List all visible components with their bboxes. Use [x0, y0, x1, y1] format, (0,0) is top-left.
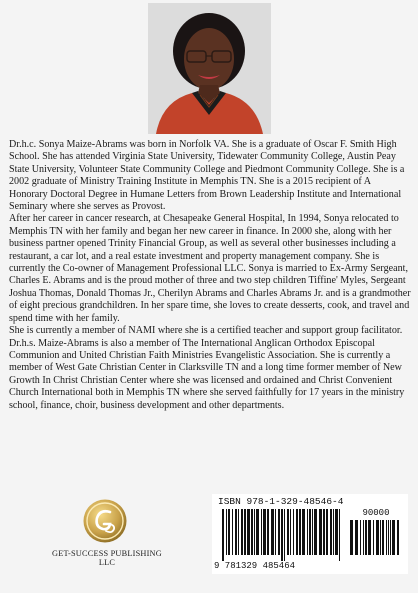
bio-paragraph: She is currently a member of NAMI where she is a certified teacher and support group facilitator. Dr.h.s. Maize-Abrams is also a member of The International Anglican Orthodox Episcopal Communion and United Christian Faith Ministries Evangelistic Association. She is currently a member of West Gate Christian Center in Clarksville TN and a long time former member of New Growth In Christ Christian Center where she was licensed and ordained and Christ Convenient Church International both in Memphis TN where she served faithfully for 17 years in the ministry school, finance, choir, business development and other departments. — [9, 325, 405, 411]
isbn-barcode — [212, 494, 408, 574]
author-biography — [9, 139, 411, 412]
isbn-label: ISBN 978-1-329-48546-4 — [218, 496, 344, 507]
ean-number: 9 781329 485464 — [214, 561, 296, 571]
gs-monogram-icon — [82, 498, 128, 544]
bio-paragraph: Dr.h.c. Sonya Maize-Abrams was born in Norfolk VA. She is a graduate of Oscar F. Smith High School. She has attended Virginia State University, Tidewater Community College, Austin Peay State University, Volunteer State Community College and Piedmont Community College. She is a 2002 graduate of Ministry Training Institute in Memphis TN. She is a 2015 recipient of A Honorary Doctoral Degree in Humane Letters from Brown Leadership Institute and International Seminary where she serves as Provost. — [9, 139, 405, 213]
price-addon-number: 90000 — [362, 508, 390, 518]
ean-barcode-bars — [222, 509, 342, 561]
addon-barcode-bars — [350, 520, 400, 561]
author-photo — [148, 3, 271, 134]
publisher-name: GET-SUCCESS PUBLISHING LLC — [52, 549, 162, 567]
bio-paragraph: After her career in cancer research, at Chesapeake General Hospital, In 1994, Sonya relocated to Memphis TN with her family and began her new career in finance. In 2000 she, along with her business partner opened Trinity Financial Group, as well as several other businesses including a restaurant, a car lot, and a real estate investment and property management company. She is currently the Co-owner of Management Professional LLC. Sonya is married to Ex-Army Sergeant, Charles E. Abrams and is the proud mother of three and two step children Tiffine' Myles, Sergeant Joshua Thomas, Donald Thomas Jr., Cherilyn Abrams and Charles Abrams Jr. and is a grandmother of eight precious grandchildren. In her spare time, she loves to create desserts, cook, and travel and spend time with her family. — [9, 213, 411, 324]
author-portrait-image — [148, 3, 271, 134]
